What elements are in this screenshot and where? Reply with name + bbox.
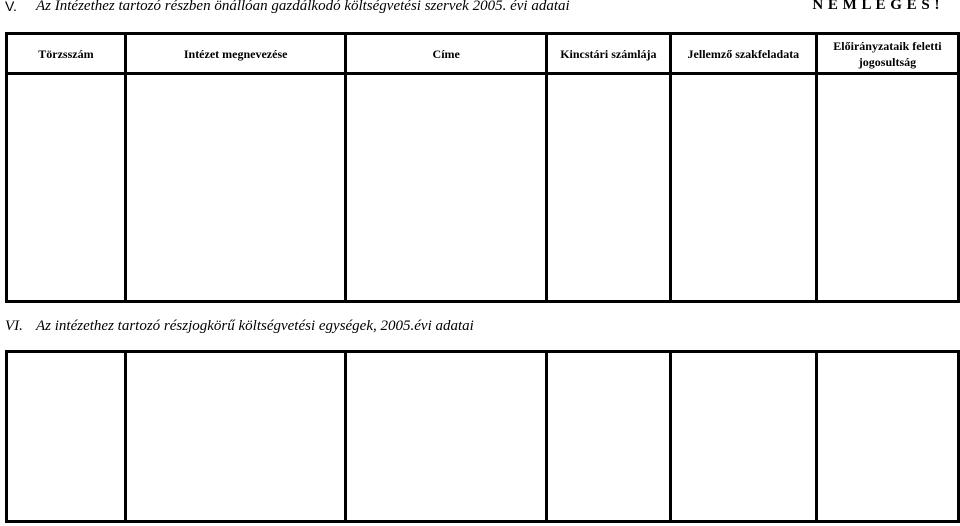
section-5-header-row	[7, 34, 959, 74]
table-cell	[670, 352, 816, 522]
column-header-cime: Címe	[346, 34, 546, 74]
table-cell	[546, 352, 670, 522]
table-cell	[546, 74, 670, 302]
table-row	[7, 74, 959, 302]
section-6-number: VI.	[5, 318, 23, 334]
column-header-jellemzo-szakfeladata: Jellemző szakfeladata	[670, 34, 816, 74]
table-cell	[7, 352, 126, 522]
section-6-table	[5, 350, 960, 523]
column-header-torzsszam: Törzsszám	[7, 34, 126, 74]
section-6-title: Az intézethez tartozó részjogkörű költségvetési egységek, 2005.évi adatai	[36, 318, 474, 334]
table-cell	[125, 74, 346, 302]
section-5-status: N E M L E G E S !	[812, 0, 940, 13]
column-header-intezet-megnevezese: Intézet megnevezése	[125, 34, 346, 74]
section-5-title: Az Intézethez tartozó részben önállóan gazdálkodó költségvetési szervek 2005. évi adatai	[36, 0, 570, 14]
column-header-kincstari-szamlaja: Kincstári számlája	[546, 34, 670, 74]
table-cell	[346, 74, 546, 302]
table-cell	[670, 74, 816, 302]
table-row	[7, 352, 959, 522]
section-5-table	[5, 32, 960, 303]
table-cell	[816, 74, 958, 302]
table-cell	[816, 352, 958, 522]
column-header-eloiranyzataik-feletti-jogosultsag: Előirányzataik feletti jogosultság	[816, 34, 958, 74]
section-5-number: V.	[5, 0, 17, 14]
table-cell	[346, 352, 546, 522]
table-cell	[125, 352, 346, 522]
table-cell	[7, 74, 126, 302]
